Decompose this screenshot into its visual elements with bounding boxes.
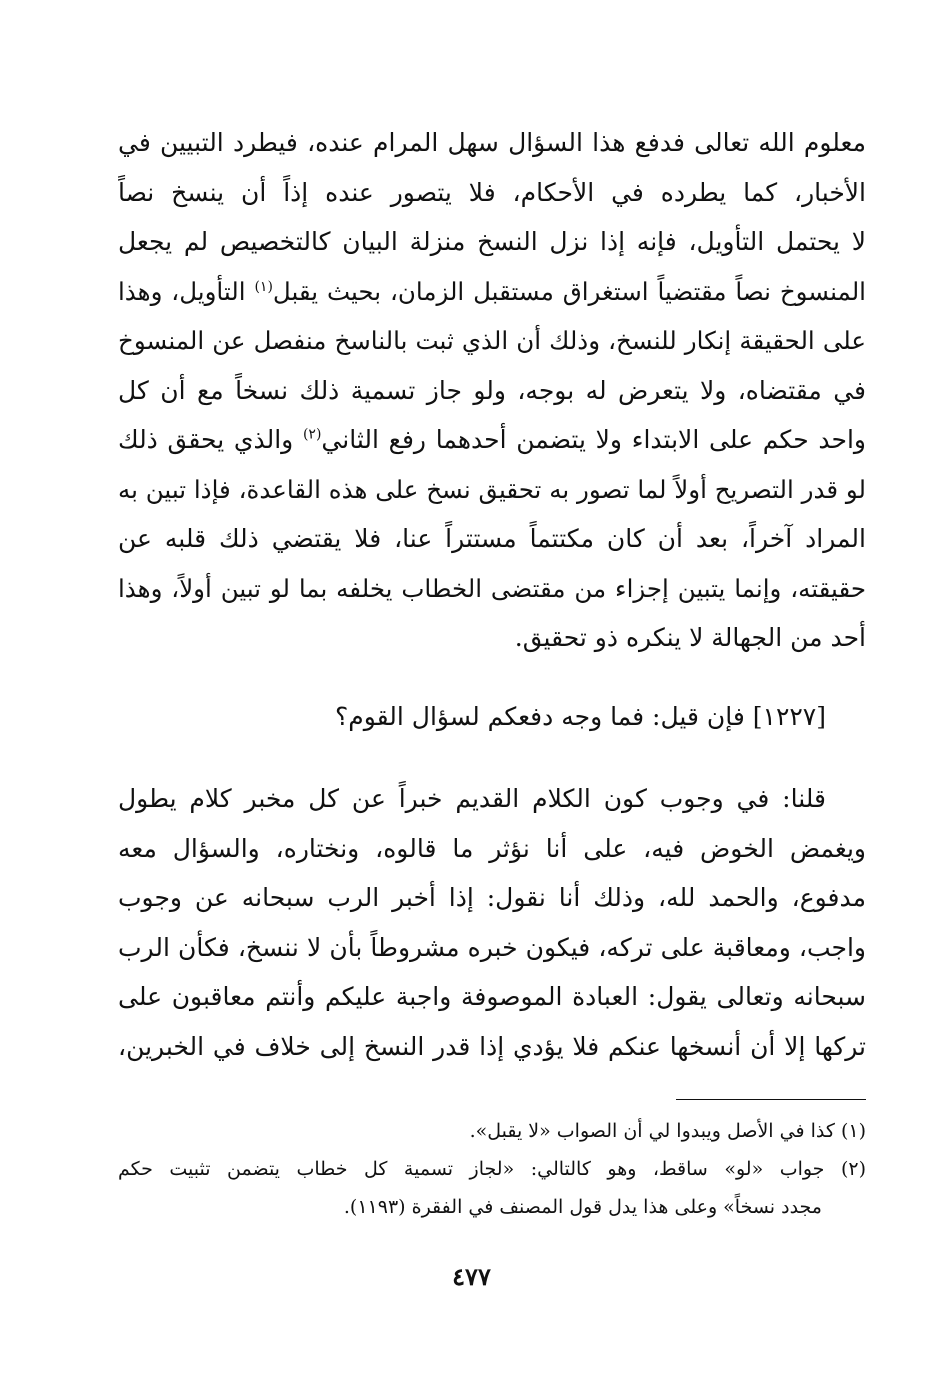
text-line: واجب، ومعاقبة على تركه، فيكون خبره مشروطاً بأن لا ننسخ، فكأن الرب	[118, 932, 866, 962]
footnote-reference[interactable]: (١)	[254, 278, 273, 295]
section-text: فإن قيل: فما وجه دفعكم لسؤال القوم؟	[334, 702, 745, 731]
text-line: مدفوع، والحمد لله، وذلك أنا نقول: إذا أخبر الرب سبحانه عن وجوب	[118, 883, 866, 912]
footnote-marker: (١)	[840, 1120, 866, 1142]
footnote-2	[118, 1150, 866, 1188]
section-question	[118, 692, 866, 742]
text-line: في مقتضاه، ولا يتعرض له بوجه، ولو جاز تسمية ذلك نسخاً مع أن كل	[118, 375, 866, 405]
text-line: الأخبار، كما يطرده في الأحكام، فلا يتصور عنده إذاً أن ينسخ نصاً	[118, 177, 866, 207]
footnote-divider	[676, 1099, 866, 1100]
text-line: حقيقته، وإنما يتبين إجزاء من مقتضى الخطاب يخلفه بما لو تبين أولاً، وهذا	[118, 573, 866, 603]
footnote-marker: (٢)	[840, 1158, 866, 1180]
text-line: على الحقيقة إنكار للنسخ، وذلك أن الذي ثبت بالناسخ منفصل عن المنسوخ	[118, 326, 866, 355]
text-line: تركها إلا أن أنسخها عنكم فلا يؤدي إذا قدر النسخ إلى خلاف في الخبرين،	[118, 1031, 866, 1061]
text-line: معلوم الله تعالى فدفع هذا السؤال سهل المرام عنده، فيطرد التبيين في	[118, 128, 866, 157]
text-line	[118, 415, 866, 465]
text-line: ويغمض الخوض فيه، على أنا نؤثر ما قالوه، ونختاره، والسؤال معه	[118, 833, 866, 863]
text-line: المراد آخراً، بعد أن كان مكتتماً مستتراً عنا، فلا يقتضي ذلك قلبه عن	[118, 524, 866, 553]
text-line: أحد من الجهالة لا ينكره ذو تحقيق.	[514, 623, 866, 652]
text-segment: والذي يحقق ذلك	[118, 425, 303, 454]
section-line	[118, 692, 866, 742]
paragraph-1	[118, 118, 866, 663]
text-line: لو قدر التصريح أولاً لما تصور به تحقيق نسخ على هذه القاعدة، فإذا تبين به	[118, 474, 866, 504]
text-line: سبحانه وتعالى يقول: العبادة الموصوفة واجبة عليكم وأنتم معاقبون على	[118, 982, 866, 1011]
section-number: [١٢٢٧]	[752, 702, 826, 731]
text-segment: التأويل، وهذا	[118, 276, 255, 306]
footnote-reference[interactable]: (٢)	[302, 426, 322, 443]
text-segment: واحد حكم على الابتداء ولا يتضمن أحدهما رفع الثاني	[321, 425, 866, 454]
footnote-1	[118, 1112, 866, 1150]
footnotes	[118, 1112, 866, 1226]
paragraph-3	[118, 774, 866, 1071]
text-line: لا يحتمل التأويل، فإنه إذا نزل النسخ منزلة البيان كالتخصيص لم يجعل	[118, 227, 866, 256]
text-line: قلنا: في وجوب كون الكلام القديم خبراً عن كل مخبر كلام يطول	[118, 784, 826, 813]
footnote-text: كذا في الأصل ويبدوا لي أن الصواب «لا يقبل».	[469, 1120, 835, 1142]
page-number: ٤٧٧	[452, 1262, 491, 1291]
text-line	[118, 267, 866, 317]
text-segment: المنسوخ نصاً مقتضياً استغراق مستقبل الزمان، بحيث يقبل	[272, 276, 866, 306]
footnote-text: جواب «لو» ساقط، وهو كالتالي: «لجاز تسمية كل خطاب يتضمن تثبيت حكم	[118, 1158, 825, 1180]
footnote-2-continuation: مجدد نسخاً» وعلى هذا يدل قول المصنف في الفقرة (١١٩٣).	[343, 1196, 822, 1218]
